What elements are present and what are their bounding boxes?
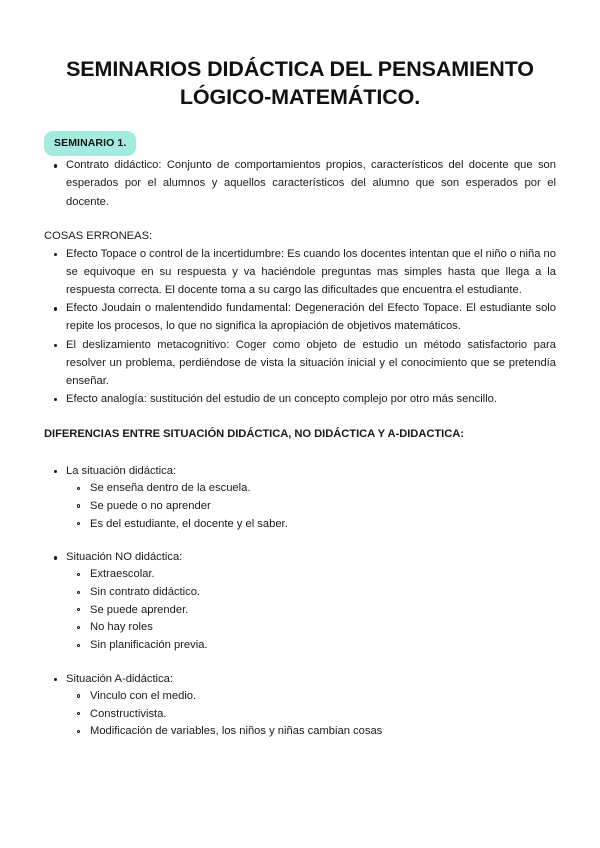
list-item: Sin contrato didáctico. <box>66 584 556 602</box>
group-sub-list <box>66 688 556 741</box>
list-item-text: Efecto Joudain o malentendido fundamental: Degeneración del Efecto Topace. El estudiante solo repite los procesos, lo que no significa la apropiación de objetivos matemáticos. <box>66 302 556 333</box>
diferencias-heading: DIFERENCIAS ENTRE SITUACIÓN DIDÁCTICA, NO DIDÁCTICA Y A-DIDACTICA: <box>44 428 464 441</box>
list-item: Se puede o no aprender <box>66 498 556 516</box>
group-parent-list <box>44 670 556 741</box>
list-item: Sin planificación previa. <box>66 637 556 655</box>
list-item <box>44 462 556 533</box>
list-item: Se enseña dentro de la escuela. <box>66 480 556 498</box>
diferencias-group-a-didactica <box>44 670 556 741</box>
errores-list <box>44 245 556 408</box>
group-parent-list <box>44 548 556 655</box>
list-item: Es del estudiante, el docente y el saber. <box>66 516 556 534</box>
list-item: Extraescolar. <box>66 566 556 584</box>
list-item <box>44 390 556 408</box>
list-item-text: Contrato didáctico: Conjunto de comportamientos propios, característicos del docente que son esperados por el alumnos y aquellos característicos del alumno que son esperados por el docente. <box>66 159 556 208</box>
list-item: Vinculo con el medio. <box>66 688 556 706</box>
list-item <box>44 156 556 210</box>
document-content <box>44 0 556 741</box>
list-item: No hay roles <box>66 619 556 637</box>
list-item <box>44 670 556 741</box>
diferencias-group-didactica <box>44 462 556 533</box>
diferencias-group-no-didactica <box>44 548 556 655</box>
list-item: Se puede aprender. <box>66 602 556 620</box>
list-item <box>44 336 556 390</box>
group-parent-list <box>44 462 556 533</box>
page-title: SEMINARIOS DIDÁCTICA DEL PENSAMIENTO LÓGICO-MATEMÁTICO. <box>66 57 534 110</box>
list-item-label: Situación NO didáctica: <box>66 551 183 564</box>
intro-list <box>44 156 556 210</box>
status-badge: SEMINARIO 1. <box>44 131 136 157</box>
list-item: Constructivista. <box>66 706 556 724</box>
list-item <box>44 245 556 299</box>
group-sub-list <box>66 480 556 533</box>
list-item <box>44 299 556 335</box>
list-item <box>44 548 556 655</box>
list-item: Modificación de variables, los niños y niñas cambian cosas <box>66 723 556 741</box>
group-sub-list <box>66 566 556 654</box>
list-item-text: Efecto Topace o control de la incertidumbre: Es cuando los docentes intentan que el niño o niña no se equivoque en su respuesta y va haciéndole preguntas mas simples hasta que llega a la respuesta correcta. El docente toma a su cargo las dificultades que encuentra el estudiante. <box>66 247 556 297</box>
list-item-label: Situación A-didáctica: <box>66 672 173 685</box>
list-item-text: El deslizamiento metacognitivo: Coger como objeto de estudio un método satisfactorio para resolver un problema, perdiéndose de vista la situación inicial y el conocimiento que se pretendía enseñar. <box>66 338 556 387</box>
diferencias-groups <box>44 462 556 741</box>
list-item-text: Efecto analogía: sustitución del estudio de un concepto complejo por otro más sencillo. <box>66 392 497 405</box>
errores-heading: COSAS ERRONEAS: <box>44 229 153 242</box>
list-item-label: La situación didáctica: <box>66 465 177 477</box>
seminar-badge-row <box>44 131 556 157</box>
